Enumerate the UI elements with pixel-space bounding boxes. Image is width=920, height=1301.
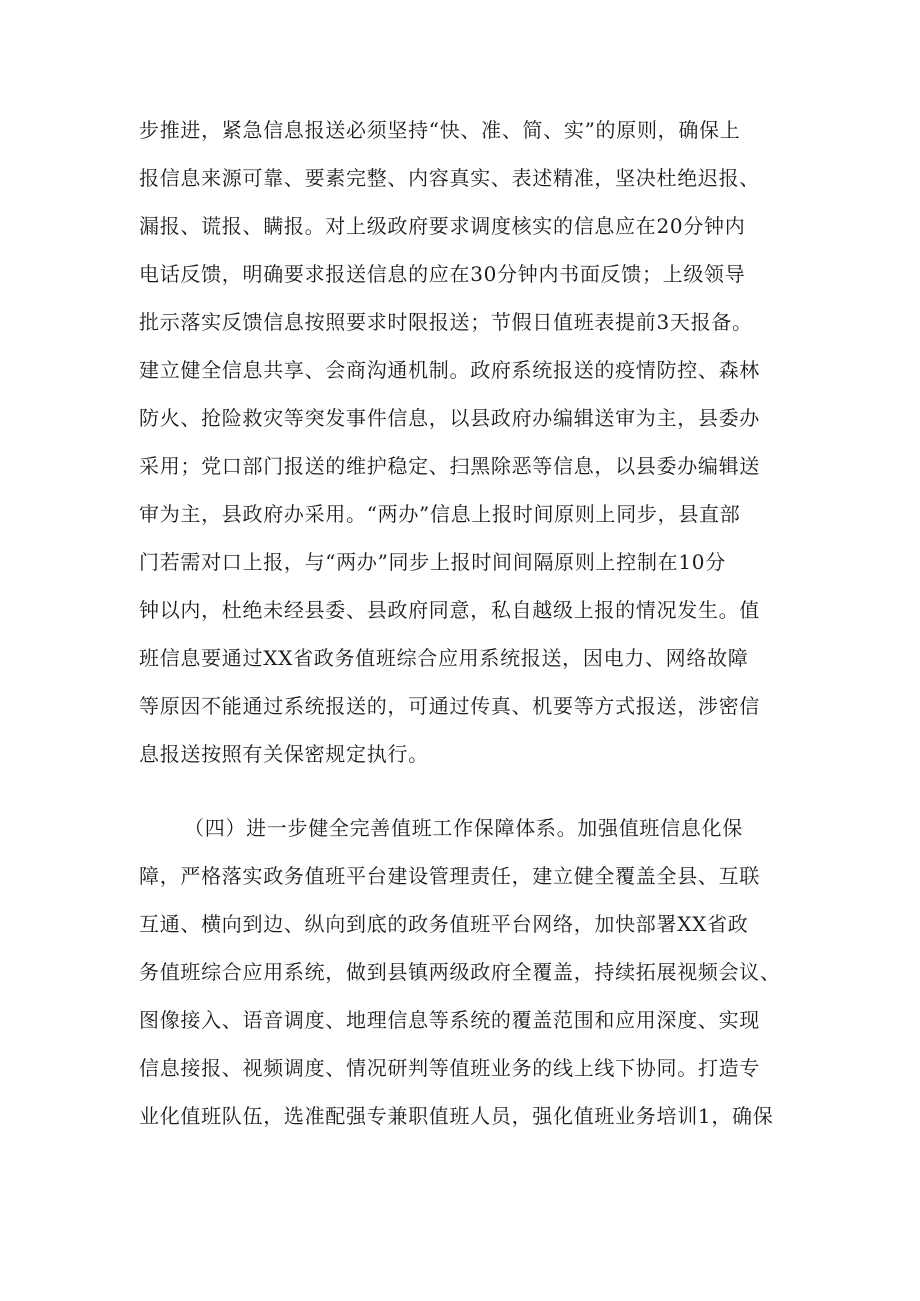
text-line: 步推进，紧急信息报送必须坚持“快、准、简、实”的原则，确保上 [139, 118, 741, 142]
text-line: 信息接报、视频调度、情况研判等值班业务的线上线下协同。打造专 [139, 1056, 760, 1080]
text-line: 障，严格落实政务值班平台建设管理责任，建立健全覆盖全县、互联 [139, 864, 760, 888]
text-line: 门若需对口上报，与“两办”同步上报时间间隔原则上控制在10分 [139, 550, 726, 574]
text-line: 互通、横向到边、纵向到底的政务值班平台网络，加快部署XX省政 [139, 912, 749, 936]
text-line: （四）进一步健全完善值班工作保障体系。加强值班信息化保 [184, 816, 743, 840]
text-line: 报信息来源可靠、要素完整、内容真实、表述精准，坚决杜绝迟报、 [139, 166, 760, 190]
text-line: 电话反馈，明确要求报送信息的应在30分钟内书面反馈；上级领导 [139, 262, 746, 286]
text-line: 钟以内，杜绝未经县委、县政府同意，私自越级上报的情况发生。值 [139, 598, 760, 622]
text-line: 等原因不能通过系统报送的，可通过传真、机要等方式报送，涉密信 [139, 694, 760, 718]
text-line: 班信息要通过XX省政务值班综合应用系统报送，因电力、网络故障 [139, 646, 749, 670]
text-line: 批示落实反馈信息按照要求时限报送；节假日值班表提前3天报备。 [139, 310, 753, 334]
text-line: 建立健全信息共享、会商沟通机制。政府系统报送的疫情防控、森林 [139, 358, 760, 382]
text-line: 业化值班队伍，选准配强专兼职值班人员，强化值班业务培训1，确保 [139, 1104, 774, 1128]
text-line: 审为主，县政府办采用。“两办”信息上报时间原则上同步，县直部 [139, 502, 741, 526]
text-line: 务值班综合应用系统，做到县镇两级政府全覆盖，持续拓展视频会议、 [139, 960, 781, 984]
text-line: 防火、抢险救灾等突发事件信息，以县政府办编辑送审为主，县委办 [139, 406, 760, 430]
text-line: 图像接入、语音调度、地理信息等系统的覆盖范围和应用深度、实现 [139, 1008, 760, 1032]
text-line: 采用；党口部门报送的维护稳定、扫黑除恶等信息，以县委办编辑送 [139, 454, 760, 478]
text-line: 漏报、谎报、瞒报。对上级政府要求调度核实的信息应在20分钟内 [139, 214, 746, 238]
text-line: 息报送按照有关保密规定执行。 [139, 742, 429, 766]
